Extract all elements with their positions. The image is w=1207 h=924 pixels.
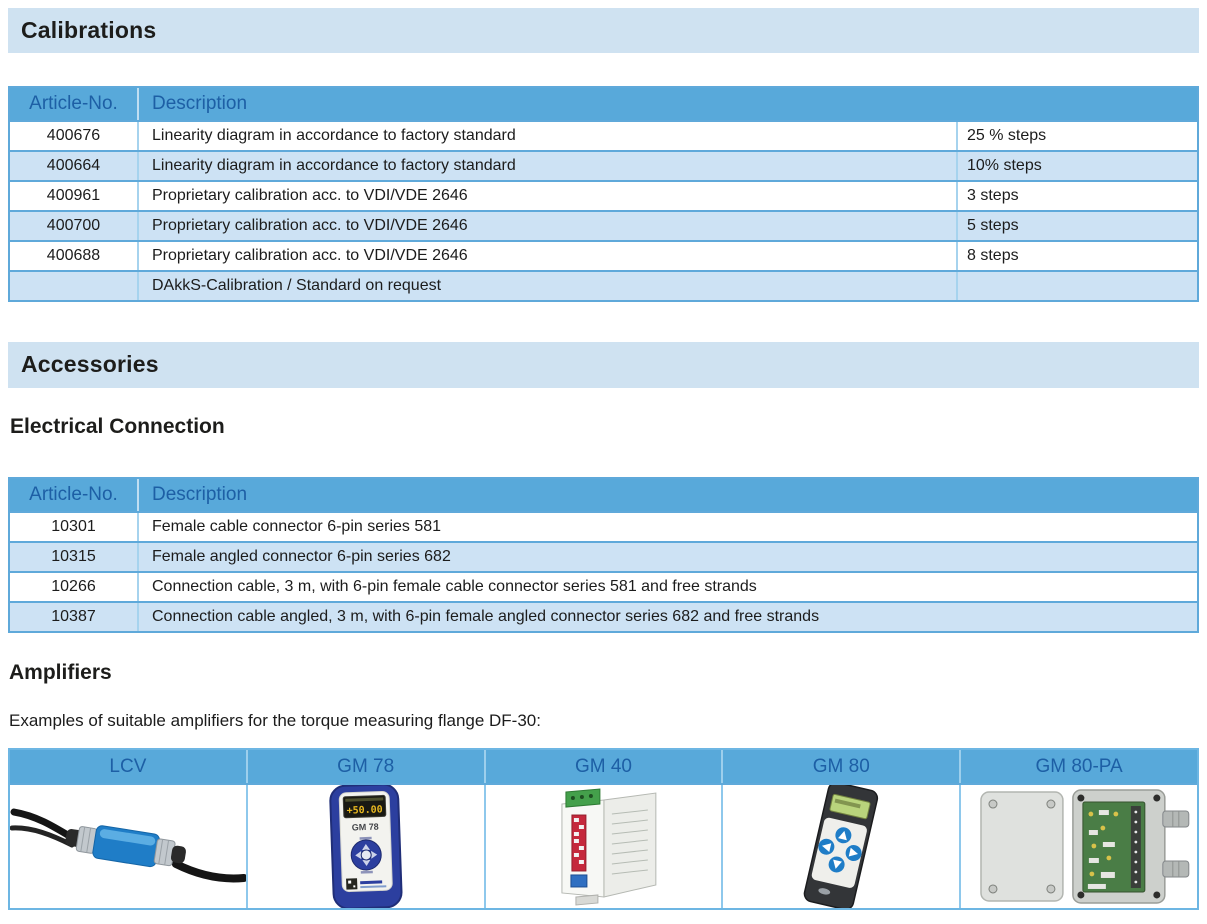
steps-column-header	[958, 88, 1197, 120]
electrical-connection-heading: Electrical Connection	[10, 415, 225, 438]
amplifiers-table	[8, 748, 1199, 910]
table-row	[10, 541, 1197, 571]
table-row	[10, 180, 1197, 210]
amplifier-column-gm78: GM 78	[246, 750, 484, 783]
article-no-cell: 400664	[10, 152, 139, 180]
article-no-cell	[10, 272, 139, 300]
description-column-header: Description	[152, 93, 248, 114]
description-column-header: Description	[152, 484, 248, 505]
article-no-cell: 10301	[10, 513, 139, 541]
accessories-title: Accessories	[21, 351, 159, 377]
table-row	[10, 511, 1197, 541]
lcv-image-cell	[10, 785, 246, 908]
gm80-image-cell	[721, 785, 959, 908]
steps-cell: 25 % steps	[967, 127, 1047, 144]
steps-cell: 5 steps	[967, 217, 1019, 234]
amplifier-column-lcv: LCV	[109, 755, 147, 777]
article-no-cell: 400676	[10, 122, 139, 150]
amplifiers-intro-text: Examples of suitable amplifiers for the torque measuring flange DF-30:	[9, 711, 541, 730]
description-cell: Connection cable, 3 m, with 6-pin female cable connector series 581 and free strands	[152, 578, 757, 595]
amplifier-column-gm40: GM 40	[484, 750, 722, 783]
gm78-device-label: GM 78	[351, 821, 379, 833]
steps-cell: 3 steps	[967, 187, 1019, 204]
description-cell: Proprietary calibration acc. to VDI/VDE 2646	[139, 182, 958, 210]
table-row	[10, 601, 1197, 631]
table-row	[10, 210, 1197, 240]
gm80pa-product-image	[961, 785, 1197, 908]
accessories-section-header	[8, 342, 1199, 388]
article-no-cell: 10266	[10, 573, 139, 601]
steps-cell: 8 steps	[967, 247, 1019, 264]
article-no-cell: 400700	[10, 212, 139, 240]
description-cell: Female cable connector 6-pin series 581	[152, 518, 442, 535]
calibrations-section-header	[8, 8, 1199, 53]
description-cell: Linearity diagram in accordance to factory standard	[139, 122, 958, 150]
article-no-cell: 10315	[10, 543, 139, 571]
article-no-cell: 400688	[10, 242, 139, 270]
calibrations-title: Calibrations	[21, 17, 157, 43]
description-cell: DAkkS-Calibration / Standard on request	[139, 272, 958, 300]
description-cell: Proprietary calibration acc. to VDI/VDE 2646	[139, 212, 958, 240]
steps-cell	[958, 272, 1197, 300]
table-row	[10, 120, 1197, 150]
description-cell: Linearity diagram in accordance to factory standard	[139, 152, 958, 180]
amplifiers-heading: Amplifiers	[9, 661, 112, 684]
amplifier-column-gm80pa: GM 80-PA	[959, 750, 1197, 783]
description-cell: Connection cable angled, 3 m, with 6-pin female angled connector series 682 and free strands	[152, 608, 820, 625]
calibrations-table	[8, 86, 1199, 302]
calibrations-table-header	[10, 88, 1197, 120]
article-no-cell: 400961	[10, 182, 139, 210]
gm78-image-cell	[246, 785, 484, 908]
gm40-product-image	[486, 785, 722, 908]
gm40-image-cell	[484, 785, 722, 908]
electrical-connection-table	[8, 477, 1199, 633]
amplifier-column-gm80: GM 80	[721, 750, 959, 783]
gm78-product-image	[248, 785, 484, 908]
gm80-product-image	[723, 785, 959, 908]
description-cell: Female angled connector 6-pin series 682	[152, 548, 451, 565]
article-no-column-header: Article-No.	[10, 88, 139, 120]
gm78-display-value: +50.00	[346, 804, 383, 817]
table-row	[10, 240, 1197, 270]
lcv-product-image	[10, 785, 246, 908]
table-row	[10, 571, 1197, 601]
amplifiers-table-header	[10, 750, 1197, 783]
table-row	[10, 150, 1197, 180]
article-no-cell: 10387	[10, 603, 139, 631]
table-row	[10, 270, 1197, 300]
electrical-table-header	[10, 479, 1197, 511]
gm80pa-image-cell	[959, 785, 1197, 908]
article-no-column-header: Article-No.	[10, 479, 139, 511]
description-cell: Proprietary calibration acc. to VDI/VDE 2646	[139, 242, 958, 270]
amplifiers-image-row	[10, 783, 1197, 908]
steps-cell: 10% steps	[967, 157, 1042, 174]
